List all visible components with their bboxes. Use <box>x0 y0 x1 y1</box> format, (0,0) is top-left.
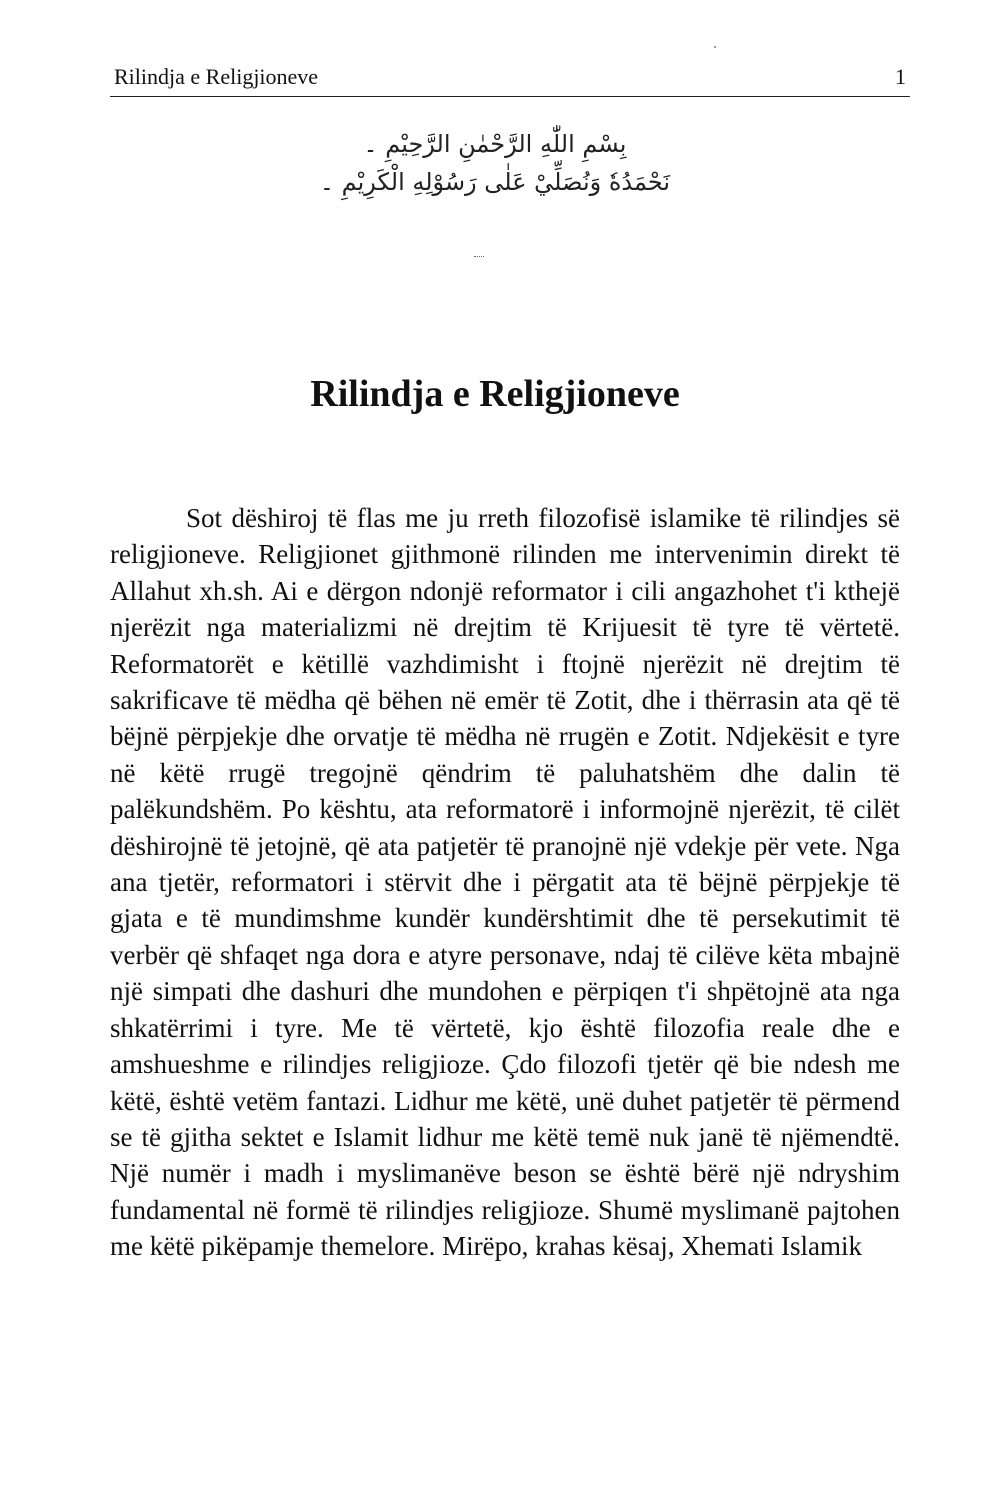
invocation-line-2: نَحْمَدُهٗ وَنُصَلِّيْ عَلٰى رَسُوْلِهِ الْكَرِيْمِ ۔ <box>319 168 671 196</box>
chapter-title: Rilindja e Religjioneve <box>310 373 680 415</box>
scan-speck <box>714 46 716 48</box>
running-header <box>110 62 910 97</box>
scan-speck <box>474 256 484 259</box>
body-paragraph: Sot dëshiroj të flas me ju rreth filozofisë islamike të rilindjes së religjioneve. Religjionet gjithmonë rilinden me intervenimin direkt të Allahut xh.sh. Ai e dërgon ndonjë reformator i cili angazhohet t'i kthejë njerëzit nga materializmi në drejtim të Krijuesit të tyre të vërtetë. Reformatorët e këtillë vazhdimisht i ftojnë njerëzit në drejtim të sakrificave të mëdha që bëhen në emër të Zotit, dhe i thërrasin ata që të bëjnë përpjekje dhe orvatje të mëdha në rrugën e Zotit. Ndjekësit e tyre në këtë rrugë tregojnë qëndrim të paluhatshëm dhe dalin të palëkundshëm. Po kështu, ata reformatorë i informojnë njerëzit, të cilët dëshirojnë të jetojnë, që ata patjetër të pranojnë një vdekje për vete. Nga ana tjetër, reformatori i stërvit dhe i përgatit ata të bëjnë përpjekje të gjata e të mundimshme kundër kundërshtimit dhe të persekutimit të verbër që shfaqet nga dora e atyre personave, ndaj të cilëve këta mbajnë një simpati dhe dashuri dhe mundohen e përpiqen t'i shpëtojnë ata nga shkatërrimi i tyre. Me të vërtetë, kjo është filozofia reale dhe e amshueshme e rilindjes religjioze. Çdo filozofi tjetër që bie ndesh me këtë, është vetëm fantazi. Lidhur me këtë, unë duhet patjetër të përmend se të gjitha sektet e Islamit lidhur me këtë temë nuk janë të njëmendtë. Një numër i madh i myslimanëve beson se është bërë një ndryshim fundamental në formë të rilindjes religjioze. Shumë myslimanë pajtohen me këtë pikëpamje themelore. Mirëpo, krahas kësaj, Xhemati Islamik <box>110 503 900 1262</box>
running-header-title: Rilindja e Religjioneve <box>114 64 319 89</box>
invocation-line-1: بِسْمِ اللّٰهِ الرَّحْمٰنِ الرَّحِيْمِ ۔ <box>363 130 627 158</box>
page-number: 1 <box>895 64 906 89</box>
